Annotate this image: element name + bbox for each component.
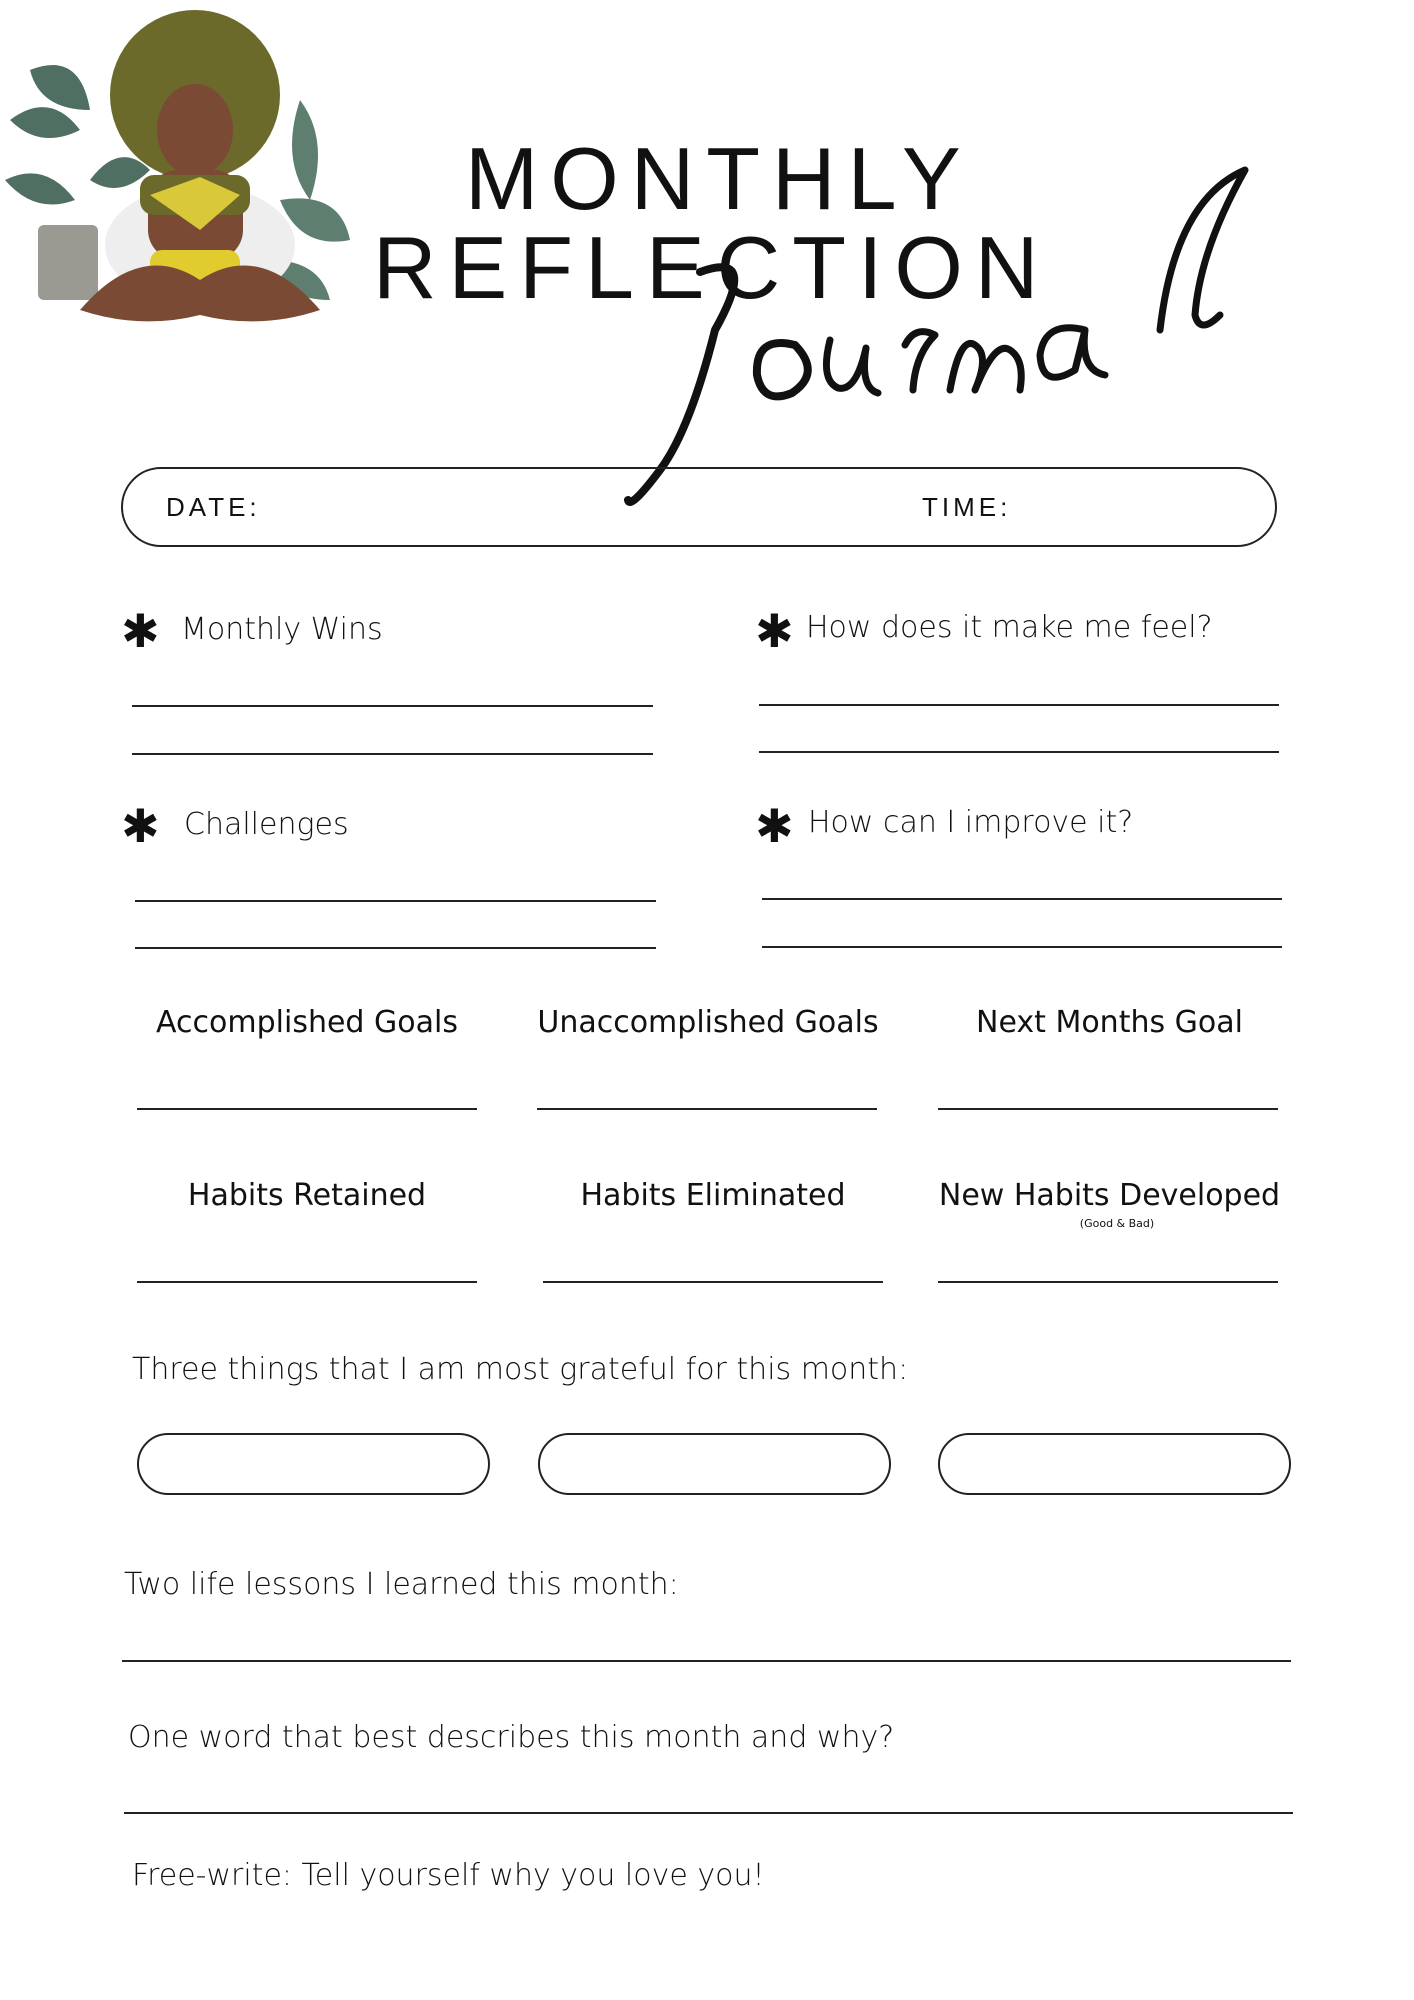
habits-eliminated-label: Habits Eliminated — [580, 1178, 846, 1213]
improve-label: How can I improve it? — [808, 805, 1134, 840]
life-lessons-line[interactable] — [122, 1660, 1291, 1662]
asterisk-icon: ✱ — [755, 799, 794, 853]
unaccomplished-goals-line[interactable] — [537, 1108, 877, 1110]
gratitude-prompt: Three things that I am most grateful for this month: — [132, 1352, 909, 1387]
monthly-wins-line-1[interactable] — [132, 705, 653, 707]
monthly-wins-line-2[interactable] — [132, 753, 653, 755]
challenges-line-1[interactable] — [135, 900, 656, 902]
improve-line-2[interactable] — [762, 946, 1282, 948]
gratitude-box-2[interactable] — [538, 1433, 891, 1495]
improve-line-1[interactable] — [762, 898, 1282, 900]
new-habits-line[interactable] — [938, 1281, 1278, 1283]
feel-line-1[interactable] — [759, 704, 1279, 706]
gratitude-box-1[interactable] — [137, 1433, 490, 1495]
journal-script-label: Journal — [0, 0, 4, 1]
date-time-bar[interactable] — [121, 467, 1277, 547]
one-word-prompt: One word that best describes this month and why? — [128, 1720, 895, 1755]
title-monthly: MONTHLY — [465, 129, 973, 228]
habits-retained-label: Habits Retained — [187, 1178, 427, 1213]
date-label: DATE: — [166, 492, 261, 522]
good-bad-note: (Good & Bad) — [1079, 1217, 1155, 1230]
gratitude-box-3[interactable] — [938, 1433, 1291, 1495]
time-label: TIME: — [922, 492, 1012, 522]
asterisk-icon: ✱ — [121, 604, 160, 658]
challenges-line-2[interactable] — [135, 947, 656, 949]
accomplished-goals-line[interactable] — [137, 1108, 477, 1110]
feel-line-2[interactable] — [759, 751, 1279, 753]
unaccomplished-goals-label: Unaccomplished Goals — [537, 1005, 879, 1040]
next-months-goal-line[interactable] — [938, 1108, 1278, 1110]
asterisk-icon: ✱ — [121, 799, 160, 853]
monthly-wins-label: Monthly Wins — [181, 612, 383, 647]
challenges-label: Challenges — [184, 807, 349, 842]
title-reflection: REFLECTION — [373, 218, 1051, 317]
free-write-prompt: Free-write: Tell yourself why you love you! — [132, 1858, 765, 1893]
next-months-goal-label: Next Months Goal — [976, 1005, 1243, 1040]
habits-eliminated-line[interactable] — [543, 1281, 883, 1283]
habits-retained-line[interactable] — [137, 1281, 477, 1283]
accomplished-goals-label: Accomplished Goals — [156, 1005, 458, 1040]
life-lessons-prompt: Two life lessons I learned this month: — [124, 1567, 679, 1602]
feel-label: How does it make me feel? — [806, 610, 1213, 645]
reading-woman-illustration — [0, 10, 370, 340]
new-habits-developed-label: New Habits Developed — [938, 1178, 1281, 1213]
asterisk-icon: ✱ — [755, 604, 794, 658]
one-word-line[interactable] — [124, 1812, 1293, 1814]
